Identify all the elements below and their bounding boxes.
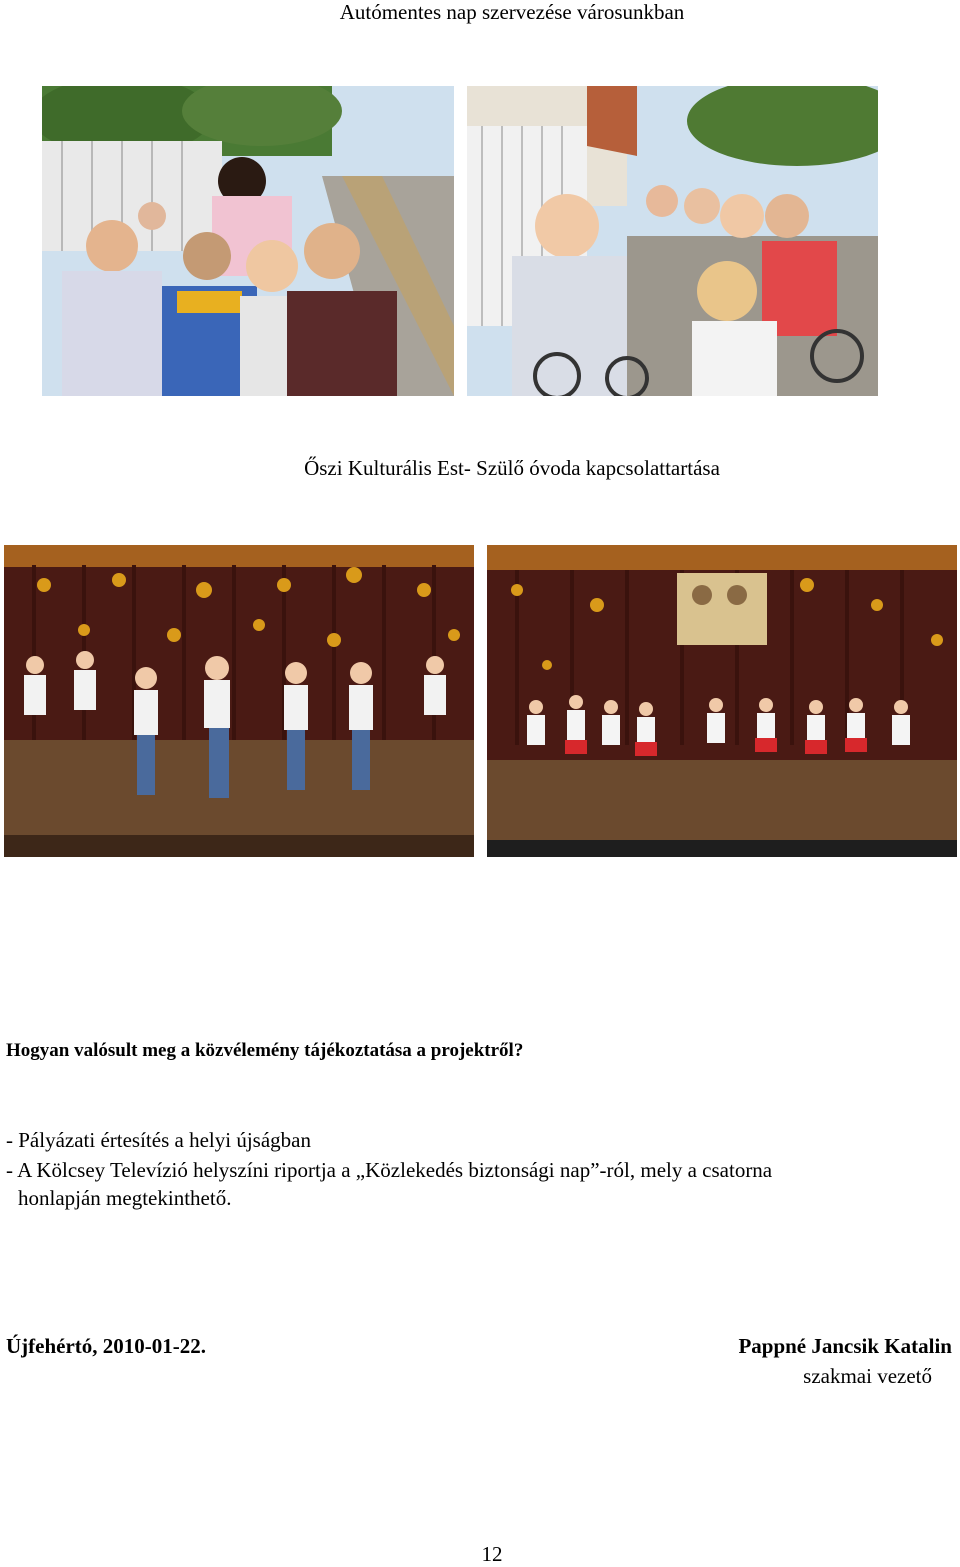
- place-date: Újfehértó, 2010-01-22.: [6, 1334, 207, 1358]
- page-title: Autómentes nap szervezése városunkban: [339, 0, 685, 24]
- photo-stage-dance-icon: [4, 545, 474, 857]
- author-name: Pappné Jancsik Katalin: [738, 1334, 952, 1358]
- page-number: 12: [481, 1542, 503, 1566]
- list-item: - Pályázati értesítés a helyi újságban: [6, 1128, 311, 1152]
- caption-autumn-event: Őszi Kulturális Est- Szülő óvoda kapcsolattartása: [304, 456, 720, 480]
- photo-street-kids-icon: [42, 86, 454, 396]
- photo-stage-group-icon: [487, 545, 957, 857]
- photo-street-bikes-icon: [467, 86, 878, 396]
- list-item: honlapján megtekinthető.: [18, 1186, 232, 1210]
- author-role: szakmai vezető: [803, 1364, 932, 1388]
- list-item: - A Kölcsey Televízió helyszíni riportja a „Közlekedés biztonsági nap”-ról, mely a csatorna: [6, 1158, 773, 1182]
- section-heading: Hogyan valósult meg a közvélemény tájékoztatása a projektről?: [6, 1040, 524, 1061]
